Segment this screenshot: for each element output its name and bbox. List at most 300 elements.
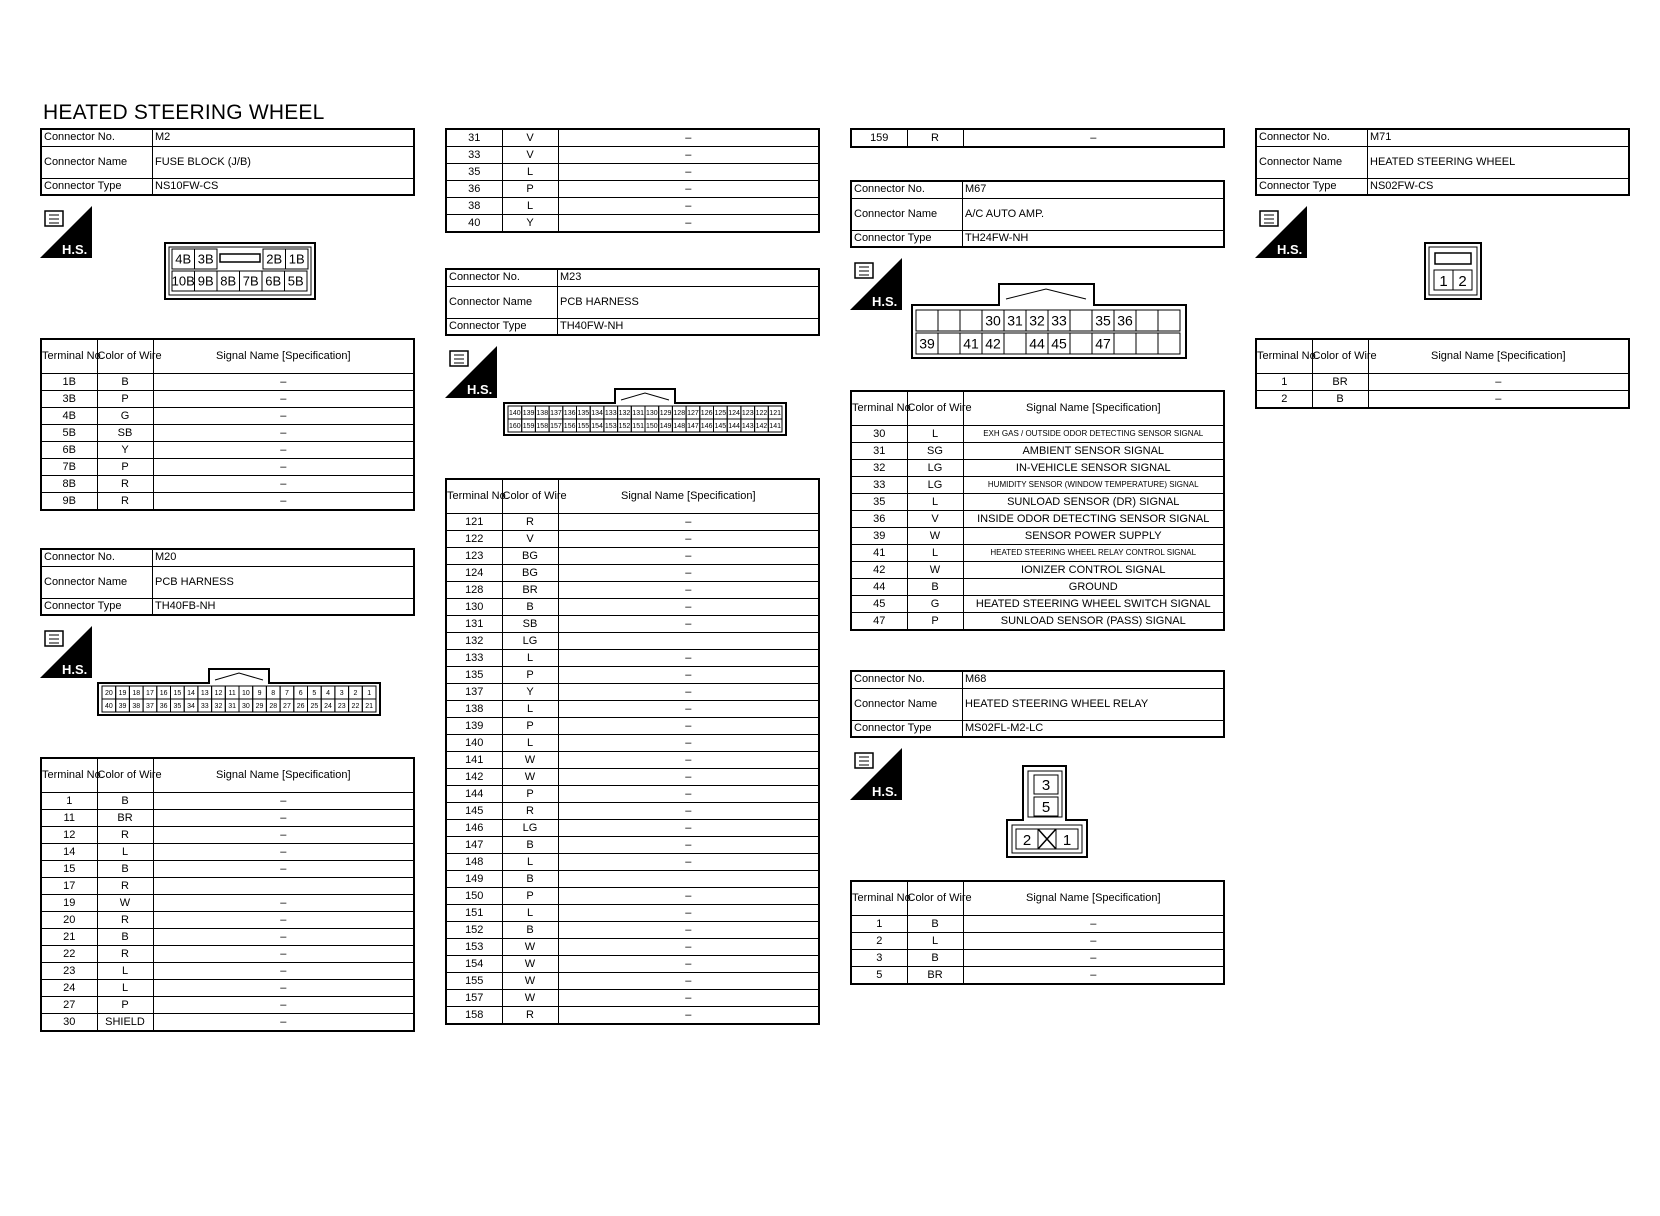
wire-color-cell: Y	[97, 442, 153, 459]
pin-label: 154	[591, 423, 603, 431]
signal-cell: –	[153, 844, 414, 861]
wire-color-cell: B	[907, 950, 963, 967]
table-row	[851, 596, 1224, 613]
table-row	[446, 837, 819, 854]
terminal-cell: 6B	[41, 442, 97, 459]
wire-color-cell: P	[502, 718, 558, 735]
connector-name-value: PCB HARNESS	[153, 566, 415, 598]
table-row	[446, 684, 819, 701]
terminal-cell: 1	[41, 793, 97, 810]
wire-color-cell: L	[502, 650, 558, 667]
wire-color-cell: R	[97, 878, 153, 895]
connector-type-label: Connector Type	[41, 178, 153, 195]
connector-info-m20	[40, 548, 415, 616]
table-row	[446, 973, 819, 990]
wire-color-cell: B	[97, 929, 153, 946]
terminal-cell: 158	[446, 1007, 502, 1025]
terminal-cell: 12	[41, 827, 97, 844]
signal-cell: –	[558, 531, 819, 548]
table-row	[41, 408, 414, 425]
pin-label: 156	[563, 423, 576, 431]
pin-label: 17	[146, 690, 154, 698]
signal-cell: INSIDE ODOR DETECTING SENSOR SIGNAL	[963, 511, 1224, 528]
terminal-cell: 155	[446, 973, 502, 990]
terminal-cell: 7B	[41, 459, 97, 476]
signal-cell: –	[1368, 391, 1629, 409]
signal-cell: –	[558, 803, 819, 820]
pin-cell	[1070, 333, 1092, 354]
wire-color-cell: W	[502, 973, 558, 990]
pin-label: 128	[673, 410, 686, 418]
wire-color-cell: L	[907, 494, 963, 511]
color-of-wire-header: Color of Wire	[907, 881, 963, 916]
pin-label: 7B	[242, 273, 259, 289]
wire-color-cell: B	[907, 916, 963, 933]
connector-face-m71	[1424, 242, 1482, 300]
terminal-cell: 122	[446, 531, 502, 548]
signal-cell: –	[558, 548, 819, 565]
terminal-cell: 21	[41, 929, 97, 946]
signal-cell: –	[153, 391, 414, 408]
terminal-cell: 17	[41, 878, 97, 895]
terminal-cell: 39	[851, 528, 907, 545]
signal-cell: –	[558, 786, 819, 803]
connector-type-value: MS02FL-M2-LC	[963, 720, 1225, 737]
pin-label: 37	[146, 703, 154, 711]
wire-color-cell: R	[502, 1007, 558, 1025]
pin-label: 136	[563, 410, 576, 418]
terminal-cell: 27	[41, 997, 97, 1014]
wire-color-cell: P	[97, 459, 153, 476]
table-row	[41, 827, 414, 844]
signal-cell: –	[153, 1014, 414, 1032]
signal-cell: –	[1368, 374, 1629, 391]
terminal-cell: 1	[1256, 374, 1312, 391]
wire-color-cell: B	[907, 579, 963, 596]
pin-label: 10B	[171, 273, 195, 289]
terminal-cell: 146	[446, 820, 502, 837]
connector-type-label: Connector Type	[851, 720, 963, 737]
terminal-cell: 137	[446, 684, 502, 701]
wire-color-cell: LG	[907, 460, 963, 477]
terminal-cell: 1B	[41, 374, 97, 391]
pin-label: 15	[173, 690, 182, 698]
signal-cell: –	[153, 442, 414, 459]
table-row	[851, 562, 1224, 579]
pin-cell	[1004, 333, 1026, 354]
wire-color-cell: R	[97, 912, 153, 929]
table-row	[446, 939, 819, 956]
table-row	[851, 579, 1224, 596]
terminal-cell: 40	[446, 215, 502, 233]
signal-cell: –	[963, 129, 1224, 147]
pin-label: 42	[985, 335, 1001, 352]
terminal-cell: 45	[851, 596, 907, 613]
wire-color-cell: W	[502, 990, 558, 1007]
signal-cell: EXH GAS / OUTSIDE ODOR DETECTING SENSOR SIGNAL	[963, 426, 1224, 443]
table-row	[446, 129, 819, 147]
svg-text:H.S.: H.S.	[62, 662, 88, 677]
wire-color-cell: G	[97, 408, 153, 425]
wire-color-cell: L	[907, 426, 963, 443]
pin-label: 152	[618, 423, 631, 431]
table-row	[446, 633, 819, 650]
wire-color-cell: L	[502, 198, 558, 215]
terminal-cell: 11	[41, 810, 97, 827]
terminal-table-m2	[40, 338, 415, 511]
pin-label: 28	[269, 703, 278, 711]
pin-label: 11	[228, 690, 236, 698]
terminal-cell: 1	[851, 916, 907, 933]
terminal-cell: 19	[41, 895, 97, 912]
table-row	[446, 922, 819, 939]
terminal-cell: 123	[446, 548, 502, 565]
signal-cell	[558, 633, 819, 650]
signal-cell: –	[963, 950, 1224, 967]
color-of-wire-header: Color of Wire	[502, 479, 558, 514]
pin-label: 30	[241, 703, 250, 711]
signal-name-header: Signal Name [Specification]	[963, 391, 1224, 426]
table-row	[446, 854, 819, 871]
signal-cell: –	[963, 916, 1224, 933]
terminal-table-m20-continued	[445, 128, 820, 233]
pin-label: 36	[159, 703, 168, 711]
wire-color-cell: B	[97, 793, 153, 810]
signal-cell: –	[558, 198, 819, 215]
pin-label: 26	[296, 703, 305, 711]
pin-label: 21	[365, 703, 374, 711]
connector-info-m68	[850, 670, 1225, 738]
connector-no-value: M20	[153, 549, 415, 566]
terminal-cell: 4B	[41, 408, 97, 425]
signal-cell: –	[153, 980, 414, 997]
wire-color-cell: R	[97, 827, 153, 844]
terminal-cell: 148	[446, 854, 502, 871]
table-row	[851, 129, 1224, 147]
terminal-cell: 142	[446, 769, 502, 786]
signal-cell: –	[558, 599, 819, 616]
terminal-cell: 124	[446, 565, 502, 582]
table-row	[446, 990, 819, 1007]
table-row	[851, 967, 1224, 985]
signal-cell: HEATED STEERING WHEEL SWITCH SIGNAL	[963, 596, 1224, 613]
wire-color-cell: B	[502, 837, 558, 854]
wire-color-cell: BR	[1312, 374, 1368, 391]
terminal-table-m20	[40, 757, 415, 1032]
terminal-cell: 33	[446, 147, 502, 164]
signal-cell: –	[153, 997, 414, 1014]
harness-side-icon	[1255, 206, 1307, 258]
pin-label: 24	[324, 703, 332, 711]
signal-cell: –	[153, 425, 414, 442]
signal-cell: IN-VEHICLE SENSOR SIGNAL	[963, 460, 1224, 477]
wire-color-cell: L	[502, 735, 558, 752]
terminal-cell: 5B	[41, 425, 97, 442]
table-row	[446, 905, 819, 922]
terminal-cell: 153	[446, 939, 502, 956]
table-row	[446, 786, 819, 803]
pin-label: 157	[550, 423, 562, 431]
terminal-cell: 144	[446, 786, 502, 803]
pin-label: 139	[522, 410, 535, 418]
wire-color-cell: BG	[502, 548, 558, 565]
wire-color-cell: SHIELD	[97, 1014, 153, 1032]
table-row	[446, 531, 819, 548]
signal-cell: –	[558, 667, 819, 684]
pin-label: 149	[659, 423, 672, 431]
table-row	[41, 459, 414, 476]
pin-label: 32	[214, 703, 223, 711]
connector-face-m2	[164, 242, 316, 300]
terminal-cell: 131	[446, 616, 502, 633]
wire-color-cell: W	[907, 562, 963, 579]
pin-label: 4	[326, 690, 331, 698]
wire-color-cell: L	[502, 164, 558, 181]
pin-label: 8	[271, 690, 276, 698]
terminal-cell: 47	[851, 613, 907, 631]
pin-label: 29	[255, 703, 264, 711]
signal-cell	[558, 871, 819, 888]
terminal-no-header: Terminal No.	[446, 479, 502, 514]
pin-label: 147	[687, 423, 699, 431]
pin-label: 145	[714, 423, 727, 431]
terminal-cell: 44	[851, 579, 907, 596]
pin-label: 146	[700, 423, 713, 431]
connector-name-value: PCB HARNESS	[558, 286, 820, 318]
pin-label: 31	[228, 703, 237, 711]
signal-cell: IONIZER CONTROL SIGNAL	[963, 562, 1224, 579]
table-row	[446, 718, 819, 735]
table-row	[41, 878, 414, 895]
table-row	[851, 511, 1224, 528]
pin-label: 2	[1022, 832, 1032, 849]
terminal-table-m23	[445, 478, 820, 1025]
signal-cell: –	[558, 956, 819, 973]
wire-color-cell: W	[97, 895, 153, 912]
terminal-cell: 5	[851, 967, 907, 985]
wire-color-cell: P	[502, 181, 558, 198]
table-row	[446, 198, 819, 215]
signal-cell: –	[558, 905, 819, 922]
table-row	[41, 793, 414, 810]
terminal-cell: 38	[446, 198, 502, 215]
keying-slot	[220, 254, 260, 262]
pin-label: 129	[659, 410, 672, 418]
table-row	[851, 950, 1224, 967]
pin-label: 1	[1062, 832, 1072, 849]
pin-label: 134	[591, 410, 603, 418]
terminal-no-header: Terminal No.	[1256, 339, 1312, 374]
table-row	[41, 997, 414, 1014]
pin-label: 9B	[197, 273, 214, 289]
wire-color-cell: L	[97, 980, 153, 997]
wire-color-cell: L	[502, 701, 558, 718]
table-row	[851, 528, 1224, 545]
pin-label: 150	[646, 423, 658, 431]
wire-color-cell: L	[907, 545, 963, 562]
terminal-table-m68	[850, 880, 1225, 985]
pin-label: 142	[755, 423, 768, 431]
table-row	[446, 752, 819, 769]
wire-color-cell: B	[502, 599, 558, 616]
pin-label: 38	[132, 703, 141, 711]
terminal-cell: 138	[446, 701, 502, 718]
terminal-cell: 159	[851, 129, 907, 147]
wire-color-cell: L	[97, 963, 153, 980]
table-row	[41, 391, 414, 408]
wire-color-cell: Y	[502, 215, 558, 233]
pin-cell	[1136, 333, 1158, 354]
signal-cell: –	[153, 810, 414, 827]
pin-label: 14	[187, 690, 195, 698]
pin-label: 7	[284, 690, 289, 698]
connector-name-value: FUSE BLOCK (J/B)	[153, 146, 415, 178]
table-row	[41, 1014, 414, 1032]
terminal-cell: 30	[851, 426, 907, 443]
table-row	[41, 844, 414, 861]
signal-name-header: Signal Name [Specification]	[153, 339, 414, 374]
connector-name-value: A/C AUTO AMP.	[963, 198, 1225, 230]
table-row	[446, 650, 819, 667]
table-row	[851, 494, 1224, 511]
signal-name-header: Signal Name [Specification]	[1368, 339, 1629, 374]
pin-label: 16	[159, 690, 168, 698]
table-row	[41, 912, 414, 929]
signal-cell: GROUND	[963, 579, 1224, 596]
terminal-cell: 36	[851, 511, 907, 528]
pin-cell	[1070, 310, 1092, 331]
connector-no-label: Connector No.	[851, 671, 963, 688]
pin-label: 4B	[175, 251, 192, 267]
pin-label: 135	[577, 410, 590, 418]
table-row	[446, 215, 819, 233]
pin-label: 23	[337, 703, 346, 711]
wire-color-cell: V	[502, 531, 558, 548]
table-row	[446, 820, 819, 837]
terminal-table-m67	[850, 390, 1225, 631]
connector-name-label: Connector Name	[1256, 146, 1368, 178]
connector-info-m2	[40, 128, 415, 196]
terminal-cell: 24	[41, 980, 97, 997]
signal-cell: –	[558, 514, 819, 531]
pin-label: 155	[577, 423, 590, 431]
table-row	[851, 545, 1224, 562]
svg-text:H.S.: H.S.	[1277, 242, 1303, 257]
terminal-cell: 22	[41, 946, 97, 963]
connector-no-label: Connector No.	[41, 129, 153, 146]
pin-cell	[938, 333, 960, 354]
wire-color-cell: P	[502, 667, 558, 684]
pin-label: 35	[173, 703, 182, 711]
pin-label: 140	[509, 410, 521, 418]
table-row	[851, 613, 1224, 631]
wire-color-cell: BG	[502, 565, 558, 582]
signal-cell: SUNLOAD SENSOR (DR) SIGNAL	[963, 494, 1224, 511]
terminal-cell: 36	[446, 181, 502, 198]
signal-cell: –	[153, 895, 414, 912]
terminal-cell: 121	[446, 514, 502, 531]
pin-label: 33	[1051, 312, 1067, 329]
signal-cell: –	[558, 769, 819, 786]
harness-side-icon	[850, 258, 902, 310]
pin-label: 47	[1095, 335, 1111, 352]
wire-color-cell: P	[502, 888, 558, 905]
connector-face-m67	[911, 283, 1187, 359]
table-row	[1256, 374, 1629, 391]
table-row	[41, 425, 414, 442]
terminal-cell: 9B	[41, 493, 97, 511]
pin-label: 131	[632, 410, 644, 418]
terminal-no-header: Terminal No.	[41, 339, 97, 374]
pin-label: 158	[536, 423, 549, 431]
wire-color-cell: L	[502, 905, 558, 922]
pin-label: 25	[310, 703, 319, 711]
table-row	[446, 1007, 819, 1025]
table-row	[41, 374, 414, 391]
table-row	[41, 946, 414, 963]
pin-label: 122	[755, 410, 768, 418]
terminal-cell: 157	[446, 990, 502, 1007]
table-row	[446, 565, 819, 582]
svg-text:H.S.: H.S.	[872, 294, 898, 309]
table-row	[446, 956, 819, 973]
terminal-cell: 3	[851, 950, 907, 967]
connector-type-label: Connector Type	[446, 318, 558, 335]
connector-type-value: NS10FW-CS	[153, 178, 415, 195]
pin-label: 1	[367, 690, 372, 698]
terminal-cell: 35	[446, 164, 502, 181]
wire-color-cell: L	[97, 844, 153, 861]
page-title: HEATED STEERING WHEEL	[43, 101, 325, 124]
connector-name-value: HEATED STEERING WHEEL RELAY	[963, 688, 1225, 720]
terminal-cell: 154	[446, 956, 502, 973]
color-of-wire-header: Color of Wire	[907, 391, 963, 426]
wire-color-cell: P	[97, 997, 153, 1014]
connector-type-label: Connector Type	[851, 230, 963, 247]
signal-cell: –	[963, 967, 1224, 985]
signal-cell: –	[153, 476, 414, 493]
wire-color-cell: B	[502, 871, 558, 888]
pin-label: 160	[509, 423, 521, 431]
connector-type-label: Connector Type	[1256, 178, 1368, 195]
pin-label: 1B	[288, 251, 305, 267]
terminal-cell: 133	[446, 650, 502, 667]
pin-label: 22	[351, 703, 360, 711]
connector-name-label: Connector Name	[851, 688, 963, 720]
pin-label: 45	[1051, 335, 1067, 352]
signal-cell: –	[558, 129, 819, 147]
pin-label: 20	[104, 690, 113, 698]
pin-cell	[916, 310, 938, 331]
connector-no-value: M2	[153, 129, 415, 146]
table-row	[446, 599, 819, 616]
signal-cell	[153, 878, 414, 895]
pin-label: 19	[118, 690, 127, 698]
terminal-cell: 152	[446, 922, 502, 939]
connector-no-value: M67	[963, 181, 1225, 198]
table-row	[446, 164, 819, 181]
wire-color-cell: BR	[97, 810, 153, 827]
pin-label: 132	[618, 410, 631, 418]
signal-cell: –	[558, 939, 819, 956]
terminal-no-header: Terminal No.	[851, 881, 907, 916]
table-row	[41, 895, 414, 912]
pin-label: 2	[353, 690, 358, 698]
connector-face-m23	[503, 388, 787, 436]
terminal-cell: 140	[446, 735, 502, 752]
pin-cell	[1158, 310, 1180, 331]
wire-color-cell: R	[97, 946, 153, 963]
